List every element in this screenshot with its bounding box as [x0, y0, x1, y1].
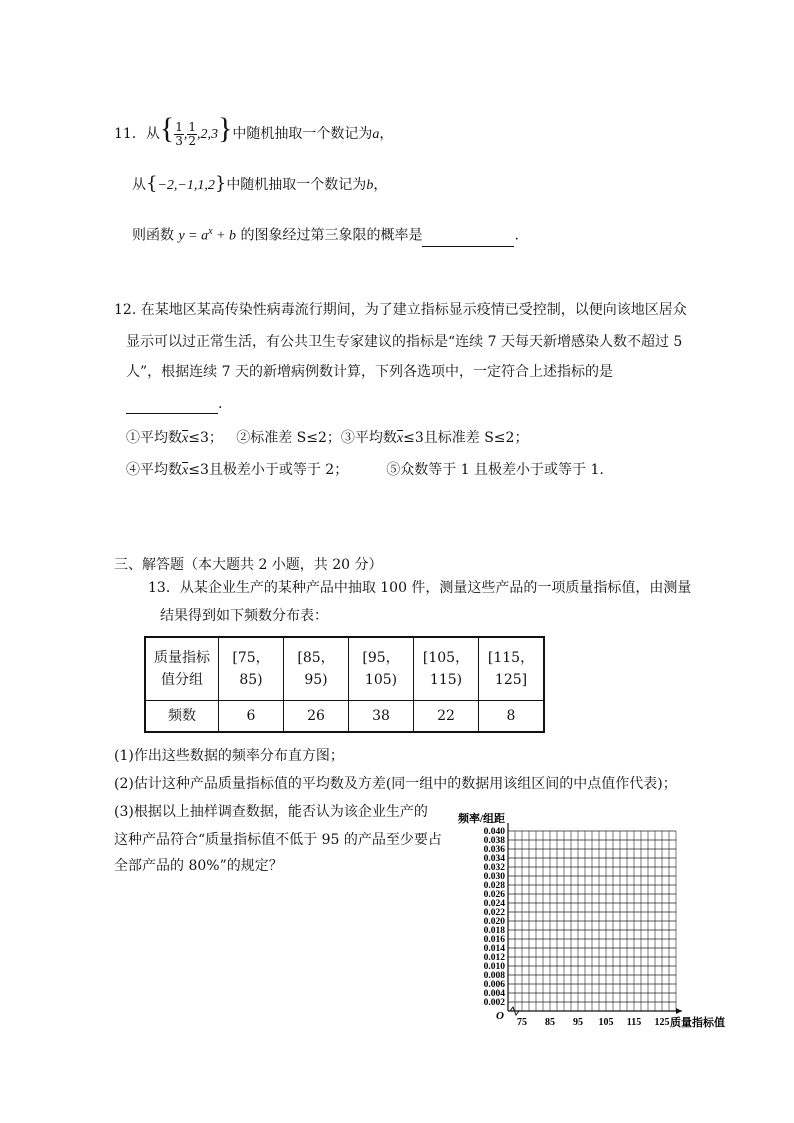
var-b: b	[366, 178, 374, 193]
q13-line2: 结果得到如下频数分布表：	[160, 608, 328, 624]
q13-sub3-line3: 全部产品的 80%”的规定？	[114, 858, 283, 874]
chart-y-tick-labels	[484, 827, 506, 1008]
q11-line2-suffix: 中随机抽取一个数记为	[226, 177, 367, 193]
y-tick-label: 0.026	[483, 890, 505, 900]
y-tick-label: 0.008	[483, 971, 505, 981]
mean-x: $\overline{x}$	[182, 463, 189, 478]
opt3-prefix: ③平均数	[340, 430, 397, 446]
frac-den: 3	[175, 133, 183, 148]
y-tick-label: 0.022	[483, 908, 505, 918]
answer-blank[interactable]	[126, 399, 218, 414]
section-heading: 三、解答题（本大题共 2 小题，共 20 分）	[114, 557, 383, 573]
function-expr: y = a	[178, 228, 209, 244]
frac-num: 1	[175, 119, 183, 134]
group-line1: [75，	[232, 650, 270, 666]
opt3-suffix: ≤3且标准差 S≤2；	[403, 430, 529, 446]
count-cell: 6	[219, 701, 284, 733]
q11-line2-prefix: 从	[132, 177, 146, 193]
set2: −2,−1,1,2	[157, 178, 215, 193]
comma: ，	[373, 177, 388, 193]
y-tick-label: 0.006	[483, 980, 505, 990]
y-tick-label: 0.034	[483, 854, 505, 864]
left-brace: {	[159, 112, 175, 145]
opt1-prefix: ①平均数	[126, 430, 182, 446]
q12-line3: 人”，根据连续 7 天的新增病例数计算，下列各选项中，一定符合上述指标的是	[126, 364, 613, 380]
q12-line1: 12. 在某地区某高传染性病毒流行期间，为了建立指标显示疫情已受控制，以便向该地区居众	[114, 302, 687, 318]
fraction-one-third	[174, 121, 184, 148]
y-tick-label: 0.040	[483, 827, 505, 837]
q13-line1: 13．从某企业生产的某种产品中抽取 100 件，测量这些产品的一项质量指标值，由测量	[148, 580, 692, 596]
mean-x: $\overline{x}$	[396, 431, 404, 446]
q11-prefix: 11．从	[114, 126, 160, 142]
chart-origin-label: O	[496, 1010, 504, 1022]
y-tick-label: 0.028	[483, 881, 505, 891]
group-line2: 125]	[494, 672, 528, 688]
y-tick-label: 0.016	[483, 935, 505, 945]
y-tick-label: 0.002	[483, 998, 505, 1008]
frac-den: 2	[188, 133, 197, 148]
y-tick-label: 0.032	[483, 863, 505, 873]
opt4-suffix: ≤3且极差小于或等于 2；	[188, 462, 349, 478]
comma: ，	[379, 126, 394, 142]
x-tick-label: 95	[573, 1017, 583, 1028]
header-label-line2: 值分组	[161, 672, 203, 688]
x-tick-label: 115	[626, 1017, 642, 1028]
chart-xlabel: 质量指标值	[670, 1017, 725, 1029]
q13-sub3-line1: (3)根据以上抽样调查数据，能否认为该企业生产的	[114, 804, 428, 820]
y-tick-label: 0.036	[483, 845, 505, 855]
table-header-cell	[145, 637, 219, 701]
q13-sub3-line2: 这种产品符合“质量指标值不低于 95 的产品至少要占	[114, 832, 442, 848]
fraction-one-half	[187, 121, 197, 148]
table-cell	[219, 637, 284, 701]
q13-sub1: (1)作出这些数据的频率分布直方图；	[114, 748, 344, 764]
opt5: ⑤众数等于 1 且极差小于或等于 1.	[386, 462, 604, 478]
opt2: ②标准差 S≤2；	[236, 430, 341, 446]
q11-suffix: 中随机抽取一个数记为	[232, 126, 373, 142]
group-line1: [85，	[297, 650, 335, 666]
exponent: x	[208, 226, 213, 237]
group-line2: 105)	[364, 672, 398, 688]
count-cell: 38	[349, 701, 414, 733]
table-cell	[349, 637, 414, 701]
x-tick-label: 105	[598, 1017, 614, 1028]
q12-blank-line	[126, 394, 222, 414]
x-axis-arrow	[676, 1008, 682, 1014]
frac-num: 1	[188, 119, 197, 134]
y-tick-label: 0.030	[483, 872, 505, 882]
q12-options-row1	[126, 428, 528, 449]
table-cell	[284, 637, 349, 701]
chart-ylabel: 频率/组距	[458, 813, 506, 825]
y-tick-label: 0.038	[483, 836, 505, 846]
q11-line3-prefix: 则函数	[132, 227, 174, 244]
table-row	[145, 637, 544, 701]
frequency-table	[144, 636, 545, 733]
x-tick-label: 85	[545, 1017, 555, 1028]
y-tick-label: 0.012	[483, 953, 505, 963]
group-line2: 85)	[239, 672, 263, 688]
group-line1: [115，	[487, 650, 535, 666]
x-tick-label: 125	[654, 1017, 670, 1028]
y-tick-label: 0.018	[483, 926, 505, 936]
count-label: 频数	[145, 701, 219, 733]
group-line1: [105，	[422, 650, 470, 666]
opt4-prefix: ④平均数	[126, 462, 182, 478]
answer-blank[interactable]	[422, 232, 514, 247]
y-tick-label: 0.004	[483, 989, 505, 999]
chart-x-tick-labels	[517, 1017, 670, 1028]
q11-line3	[132, 222, 519, 247]
q13-sub2: (2)估计这种产品质量指标值的平均数及方差(同一组中的数据用该组区间的中点值作代表)；	[114, 776, 677, 792]
y-tick-label: 0.024	[483, 899, 505, 909]
count-cell: 22	[414, 701, 479, 733]
period: .	[218, 396, 223, 412]
q11-line2: 从{−2,−1,1,2}中随机抽取一个数记为b，	[132, 173, 388, 194]
y-tick-label: 0.014	[483, 944, 505, 954]
table-cell	[414, 637, 479, 701]
q12-options-row2	[126, 460, 604, 481]
group-line2: 95)	[304, 672, 328, 688]
q12-line2: 显示可以过正常生活，有公共卫生专家建议的指标是“连续 7 天每天新增感染人数不超过 5	[126, 334, 683, 350]
right-brace: }	[218, 112, 233, 145]
x-tick-label: 75	[517, 1017, 527, 1028]
chart-grid	[508, 823, 682, 1015]
y-tick-label: 0.010	[483, 962, 505, 972]
count-cell: 8	[479, 701, 545, 733]
histogram-grid-chart	[450, 805, 740, 1035]
set1-rest: ,2,3	[197, 127, 219, 142]
function-tail: + b	[212, 228, 237, 244]
period: .	[514, 227, 519, 244]
opt1-suffix: ≤3；	[188, 430, 223, 446]
table-row	[145, 701, 544, 733]
group-line2: 115)	[429, 672, 463, 688]
count-cell: 26	[284, 701, 349, 733]
q11-line3-suffix: 的图象经过第三象限的概率是	[240, 227, 423, 244]
y-tick-label: 0.020	[483, 917, 505, 927]
mean-x: $\overline{x}$	[182, 431, 189, 446]
group-line1: [95，	[362, 650, 400, 666]
table-cell	[479, 637, 545, 701]
var-a: a	[372, 127, 380, 142]
q11-line1: 11．从{ $\frac{1}{3}$ , $\frac{1}{2}$ ,2,3}中随机抽取一个数记为a，	[114, 112, 394, 148]
header-label-line1: 质量指标	[154, 650, 210, 666]
